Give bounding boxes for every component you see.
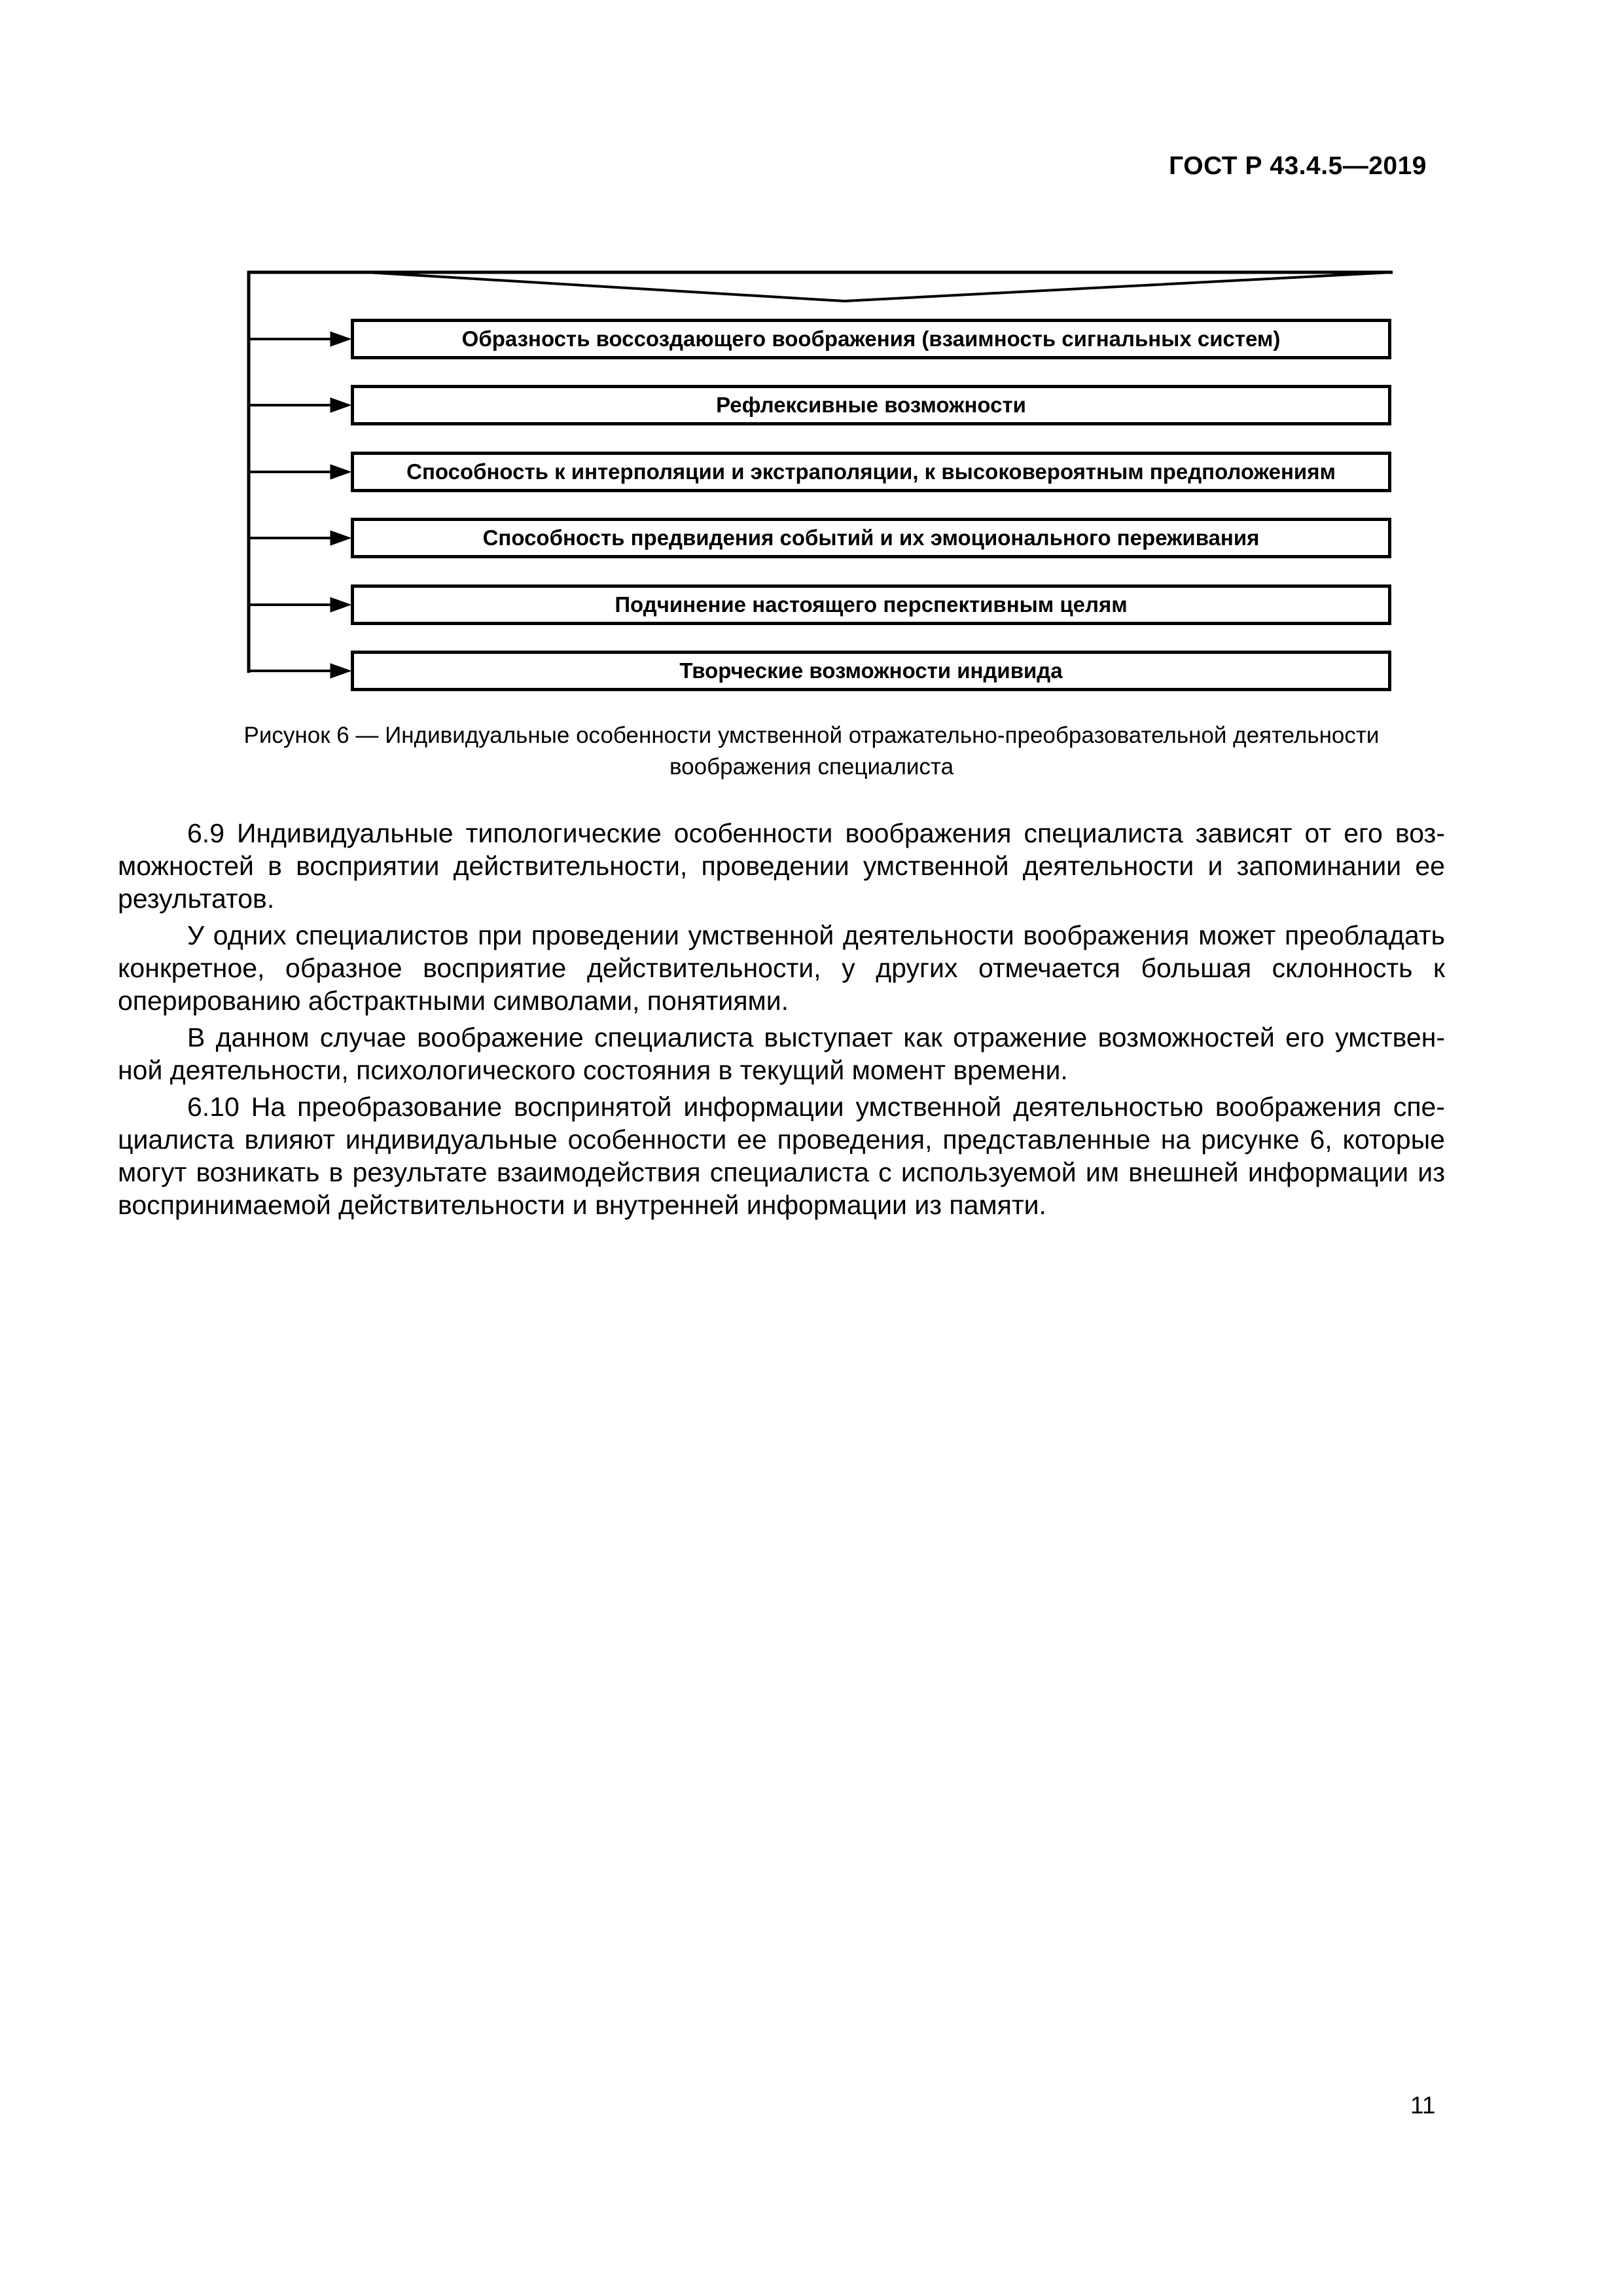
page-number: 11 — [1410, 2092, 1436, 2119]
document-code-header: ГОСТ Р 43.4.5—2019 — [1169, 152, 1427, 180]
figure-box-subordination: Подчинение настоящего перспективным целям — [351, 584, 1391, 625]
connector-arrows — [249, 332, 351, 678]
figure-box-imagery: Образность воссоздающего воображения (взаимность сигнальных систем) — [351, 319, 1391, 359]
figure-caption-line-1: Рисунок 6 — Индивидуальные особенности умственной отражательно-преобразовательной деятельности — [243, 723, 1380, 748]
paragraph-specialists: У одних специалистов при проведении умственной деятельности воображения может преобладать конкретное, образное восприятие действительности, у других отмечается большая склонность к оперированию абстрактными символами, понятиями. — [118, 920, 1445, 1016]
body-text — [118, 817, 1445, 1225]
top-bracket-wedge — [366, 272, 1393, 301]
paragraph-6-9: 6.9 Индивидуальные типологические особенности воображения специалиста зависят от его возможностей в восприятии действительности, проведении умственной деятельности и запоминании ее результатов. — [118, 818, 1445, 914]
figure-6-diagram — [0, 0, 1623, 720]
figure-box-foresight: Способность предвидения событий и их эмоционального переживания — [351, 518, 1391, 558]
figure-box-reflexive: Рефлексивные возможности — [351, 385, 1391, 425]
figure-box-creative: Творческие возможности индивида — [351, 651, 1391, 691]
paragraph-6-10: 6.10 На преобразование воспринятой информации умственной деятельностью воображения специалиста влияют индивидуальные особенности ее проведения, представленные на рисунке 6, которые могут возникать в результате взаимодействия специалиста с используемой им внешней информации из воспринимаемой действительности и внутренней информации из памяти. — [118, 1092, 1445, 1220]
figure-caption-line-2: воображения специалиста — [669, 754, 954, 780]
paragraph-reflection: В данном случае воображение специалиста выступает как отражение возможностей его умственной деятельности, психологического состояния в текущий момент времени. — [118, 1022, 1445, 1085]
figure-caption — [118, 720, 1505, 783]
figure-box-interpolation: Способность к интерполяции и экстраполяции, к высоковероятным предположениям — [351, 452, 1391, 492]
